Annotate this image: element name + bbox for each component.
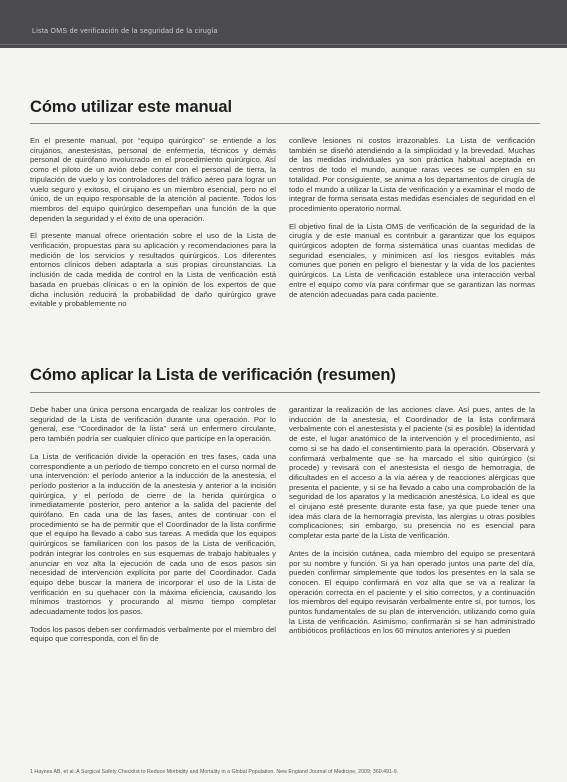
paragraph: El presente manual ofrece orientación sobre el uso de la Lista de verificación, propuestas para su aplicación y recomendaciones para la medición de los servicios y resultados quirúrgicos. Los diferentes entornos clínicos deben adaptarla a sus propias circunstancias. La inclusión de cada medida de control en la Lista de verificación está basada en pruebas clínicas o en la opinión de los expertos de que dicha inclusión reducirá la probabilidad de daño quirúrgico grave evitable y probablemente no <box>30 231 276 309</box>
paragraph: En el presente manual, por “equipo quirúrgico” se entiende a los cirujanos, anestesistas, personal de enfermería, técnicos y demás personal de quirófano involucrado en el procedimiento quirúrgico. Así como el piloto de un avión debe contar con el personal de tierra, la tripulación de vuelo y los controladores del tráfico aéreo para lograr un vuelo seguro y exitoso, el cirujano es un miembro esencial, pero no el único, de un equipo responsable de la atención al paciente. Todos los miembros del equipo quirúrgico desempeñan una función de la que dependen la seguridad y el éxito de una operación. <box>30 136 276 223</box>
section-title-usage: Cómo utilizar este manual <box>30 98 232 116</box>
paragraph: Debe haber una única persona encargada de realizar los controles de seguridad de la Lista de verificación durante una operación. Por lo general, ese “Coordinador de la lista” será un enfermero circulante, pero también podría ser cualquier clínico que participe en la operación. <box>30 405 276 444</box>
section-title-apply: Cómo aplicar la Lista de verificación (resumen) <box>30 366 396 384</box>
usage-right-column <box>289 136 535 307</box>
paragraph: El objetivo final de la Lista OMS de verificación de la seguridad de la cirugía y de este manual es contribuir a garantizar que los equipos quirúrgicos adopten de forma sistemática unas cuantas medidas de seguridad esenciales, y minimicen así los riesgos evitables más comunes que ponen en peligro el bienestar y la vida de los pacientes quirúrgicos. La Lista de verificación establece una interacción verbal entre el equipo como vía para confirmar que se garantizan las normas de atención adecuadas para cada paciente. <box>289 221 535 299</box>
paragraph: La Lista de verificación divide la operación en tres fases, cada una correspondiente a un período de tiempo concreto en el curso normal de una intervención: el período anterior a la inducción de la anestesia, el período posterior a la inducción de la anestesia y anterior a la incisión quirúrgica, y el período de cierre de la herida quirúrgica o inmediatamente posterior, pero anterior a la salida del paciente del quirófano. En cada una de las fases, antes de continuar con el procedimiento se ha de permitir que el Coordinador de la lista confirme que el equipo ha llevado a cabo sus tareas. A medida que los equipos quirúrgicos se familiaricen con los pasos de la Lista de verificación, podrán integrar los controles en sus esquemas de trabajo habituales y anunciar en voz alta la ejecución de cada uno de esos pasos sin necesidad de intervención explícita por parte del Coordinador. Cada equipo debe buscar la manera de incorporar el uso de la Lista de verificación en su quehacer con la máxima eficiencia, causando los mínimos trastornos y procurando al mismo tiempo completar adecuadamente todos los pasos. <box>30 451 276 617</box>
footnote-citation: 1 Haynes AB, et al. A Surgical Safety Checklist to Reduce Morbidity and Mortality in a Global Population. New England Journal of Medicine, 2009; 360:491-9. <box>30 769 399 775</box>
paragraph: garantizar la realización de las acciones clave. Así pues, antes de la inducción de la anestesia, el Coordinador de la lista confirmará verbalmente con el anestesista y el paciente (si es posible) la identidad de este, el lugar anatómico de la intervención y el procedimiento, así como si se ha dado el consentimiento para la operación. Observará y confirmará verbalmente que se ha marcado el sitio quirúrgico (si procede) y revisará con el anestesista el riesgo de hemorragia, de dificultades en el acceso a la vía aérea y de reacciones alérgicas que presenta el paciente, y si se ha llevado a cabo una comprobación de la seguridad de los aparatos y la medicación anestésica. Lo ideal es que el cirujano esté presente durante esta fase, ya que puede tener una idea más clara de la hemorragia prevista, las alergias u otras posibles complicaciones; sin embargo, su presencia no es esencial para completar esta parte de la Lista de verificación. <box>289 405 535 541</box>
section-divider-usage <box>30 123 540 124</box>
header-label: Lista OMS de verificación de la seguridad de la cirugía <box>32 28 218 35</box>
page-header-bar <box>0 0 567 48</box>
paragraph: Todos los pasos deben ser confirmados verbalmente por el miembro del equipo que corresponda, con el fin de <box>30 624 276 644</box>
paragraph: conlleve lesiones ni costos irrazonables. La Lista de verificación también se diseñó atendiendo a la simplicidad y la brevedad. Muchas de las medidas individuales ya son práctica habitual aceptada en centros de todo el mundo, aunque raras veces se cumplen en su totalidad. Por consiguiente, se anima a los departamentos de cirugía de todo el mundo a utilizar la Lista de verificación y a examinar el modo de integrar de forma sensata estas medidas esenciales de seguridad en el procedimiento operatorio normal. <box>289 136 535 213</box>
paragraph: Antes de la incisión cutánea, cada miembro del equipo se presentará por su nombre y función. Si ya han operado juntos una parte del día, pueden confirmar simplemente que todos los presentes en la sala se conocen. El equipo confirmará en voz alta que se va a realizar la operación correcta en el paciente y el sitio correctos, y a continuación los miembros del equipo revisarán verbalmente entre sí, por turnos, los puntos fundamentales de su plan de intervención, utilizando como guía la Lista de verificación. Asimismo, confirmarán si se han administrado antibióticos profilácticos en los 60 minutos anteriores y si pueden <box>289 548 535 636</box>
apply-left-column <box>30 405 276 652</box>
usage-left-column <box>30 136 276 317</box>
header-divider <box>0 44 567 45</box>
section-divider-apply <box>30 392 540 393</box>
apply-right-column <box>289 405 535 644</box>
